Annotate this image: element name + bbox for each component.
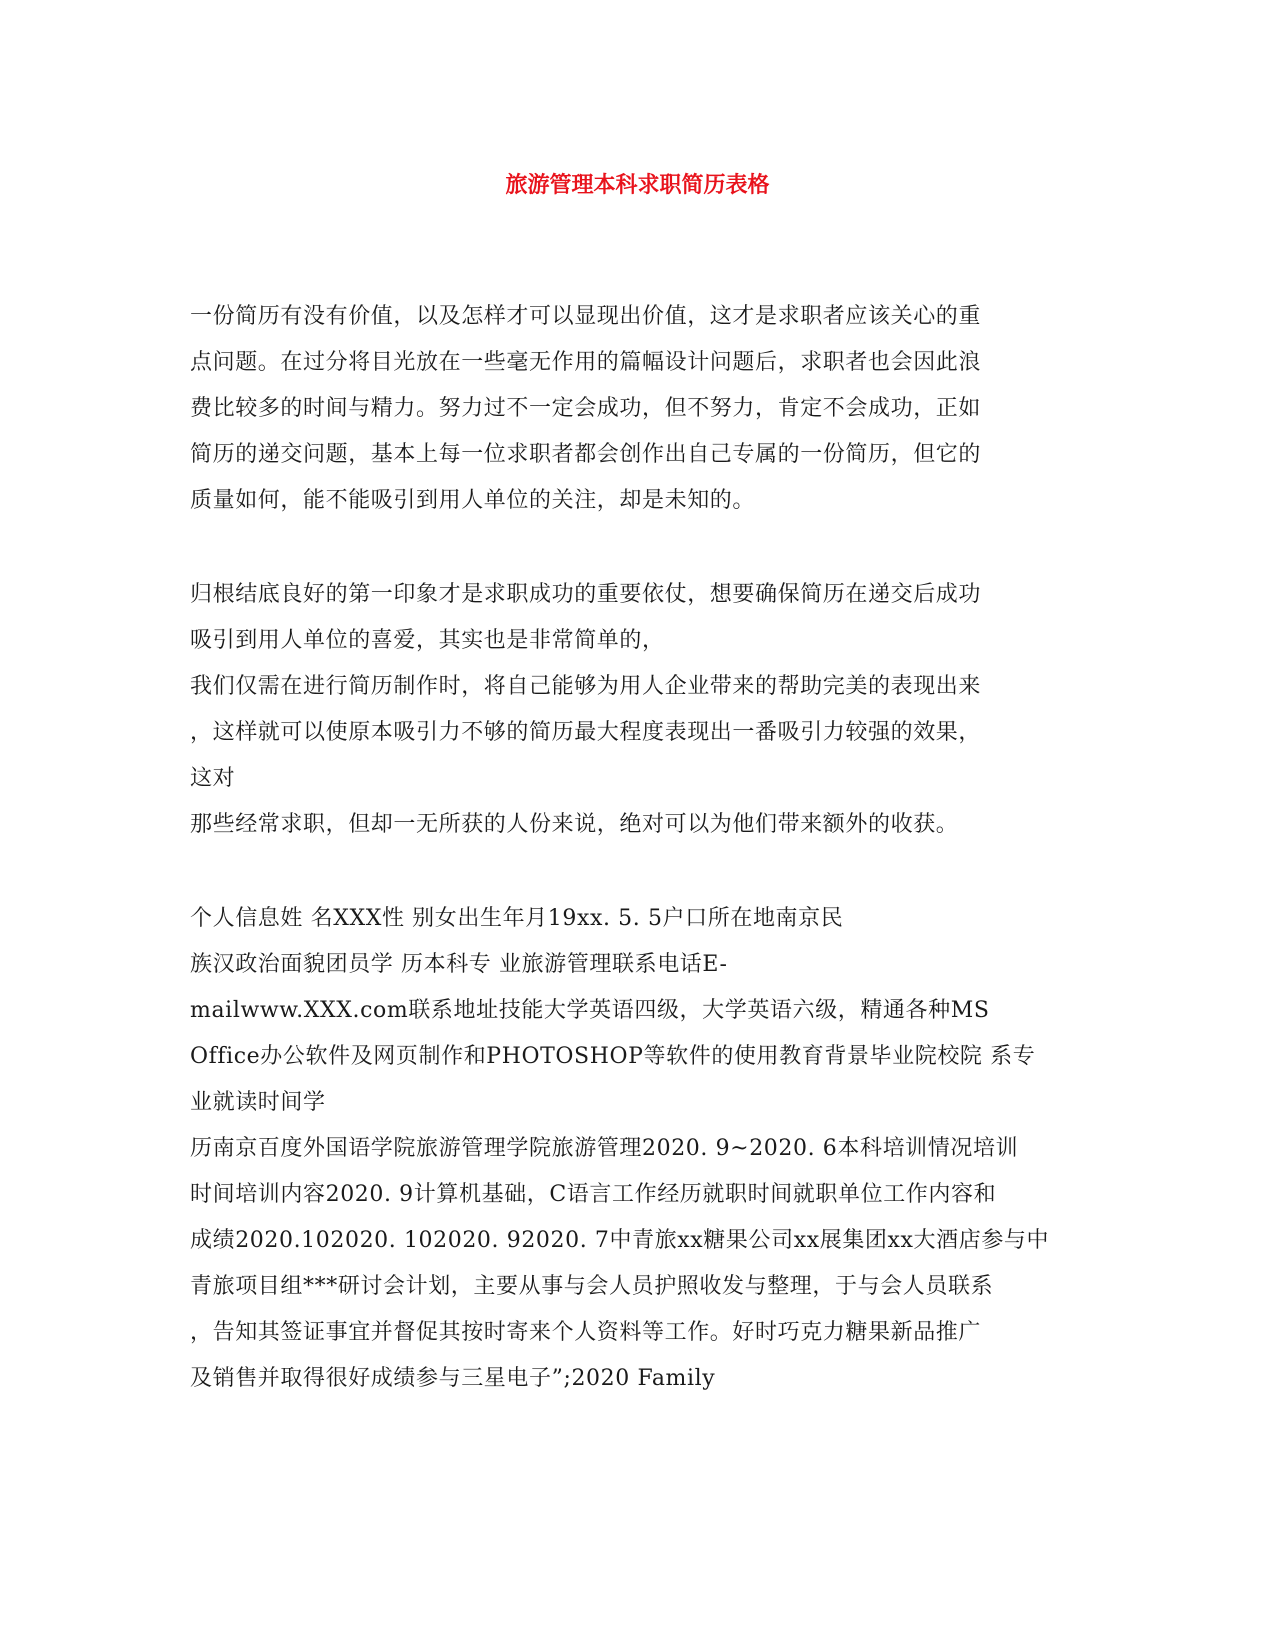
paragraph-1-line-1: 一份简历有没有价值，以及怎样才可以显现出价值，这才是求职者应该关心的重 [190,304,982,329]
paragraph-2-line-5: 这对 [190,766,236,791]
paragraph-2-line-2: 吸引到用人单位的喜爱，其实也是非常简单的， [190,628,665,653]
paragraph-3-line-1: 个人信息姓 名XXX性 别女出生年月19xx. 5. 5户口所在地南京民 [190,906,844,931]
paragraph-3-line-8: 成绩2020.102020. 102020. 92020. 7中青旅xx糖果公司xx展集团xx大酒店参与中 [190,1228,1050,1253]
paragraph-1-line-5: 质量如何，能不能吸引到用人单位的关注，却是未知的。 [190,488,756,513]
paragraph-3-line-2: 族汉政治面貌团员学 历本科专 业旅游管理联系电话E- [190,952,728,977]
paragraph-3-line-10: ，告知其签证事宜并督促其按时寄来个人资料等工作。好时巧克力糖果新品推广 [190,1320,982,1345]
paragraph-3-line-6: 历南京百度外国语学院旅游管理学院旅游管理2020. 9~2020. 6本科培训情况培训 [190,1136,1019,1161]
paragraph-1-line-3: 费比较多的时间与精力。努力过不一定会成功，但不努力，肯定不会成功，正如 [190,396,982,421]
paragraph-3-line-7: 时间培训内容2020. 9计算机基础，C语言工作经历就职时间就职单位工作内容和 [190,1182,997,1207]
paragraph-1-line-4: 简历的递交问题，基本上每一位求职者都会创作出自己专属的一份简历，但它的 [190,442,982,467]
paragraph-2-line-4: ，这样就可以使原本吸引力不够的简历最大程度表现出一番吸引力较强的效果， [190,720,982,745]
paragraph-3-line-11: 及销售并取得很好成绩参与三星电子”;2020 Family [190,1366,716,1391]
paragraph-2-line-3: 我们仅需在进行简历制作时，将自己能够为用人企业带来的帮助完美的表现出来 [190,674,982,699]
paragraph-2-line-1: 归根结底良好的第一印象才是求职成功的重要依仗，想要确保简历在递交后成功 [190,582,982,607]
document-title: 旅游管理本科求职简历表格 [505,172,770,198]
paragraph-3-line-5: 业就读时间学 [190,1090,326,1115]
paragraph-3-line-3: mailwww.XXX.com联系地址技能大学英语四级，大学英语六级，精通各种MS [190,998,990,1023]
paragraph-3-line-9: 青旅项目组***研讨会计划，主要从事与会人员护照收发与整理，于与会人员联系 [190,1274,994,1299]
paragraph-3-line-4: Office办公软件及网页制作和PHOTOSHOP等软件的使用教育背景毕业院校院 系专 [190,1044,1036,1069]
paragraph-2-line-6: 那些经常求职，但却一无所获的人份来说，绝对可以为他们带来额外的收获。 [190,812,959,837]
paragraph-1-line-2: 点问题。在过分将目光放在一些毫无作用的篇幅设计问题后，求职者也会因此浪 [190,350,982,375]
